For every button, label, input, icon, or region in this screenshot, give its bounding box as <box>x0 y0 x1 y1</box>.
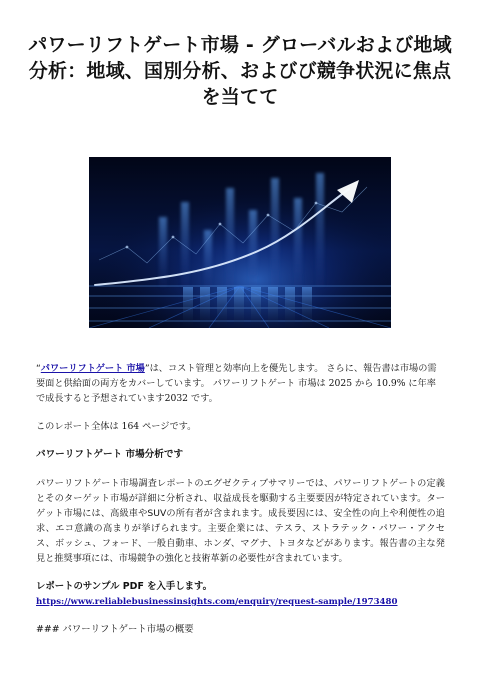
page-count-number: 164 <box>121 421 140 432</box>
growth-chart-illustration <box>89 157 391 328</box>
summary-paragraph: パワーリフトゲート市場調査レポートのエグゼクティブサマリーでは、パワーリフトゲートの定義とそのターゲット市場が詳細に分析され、収益成長を駆動する主要要因が特定されています。ターゲット市場には、高級車やSUVの所有者が含まれます。成長要因には、安全性の向上や利便性の追求、エコ意識の高まりが挙げられます。主要企業には、テスラ、ストラテック・パワー・アクセス、ボッシュ、フォード、一般自動車、ホンダ、マグナ、トヨタなどがあります。報告書の主な発見と推奨事項には、市場競争の強化と技術革新の必要性が含まれています。 <box>36 478 445 564</box>
intro-text-1: は、コスト管理と効率向上を優先します。 さらに、報告書は市場の需要面と供給面の両方をカバーしています。 パワーリフトゲート 市場は <box>36 363 437 389</box>
sample-request-block <box>36 579 445 610</box>
sample-request-link[interactable]: https://www.reliablebusinessinsights.com/enquiry/request-sample/1973480 <box>36 597 398 607</box>
page-count-text-2: ページです。 <box>139 421 197 432</box>
intro-text-3: に年率で成長すると予想されています <box>36 378 436 404</box>
intro-text-2: から <box>352 378 377 389</box>
sample-label: レポートのサンプル PDF を入手します。 <box>36 581 212 592</box>
year-end: 2032 <box>164 393 189 404</box>
article-body <box>36 361 445 637</box>
intro-paragraph <box>36 361 445 406</box>
intro-close-quote: ” <box>144 363 150 374</box>
analysis-heading: パワーリフトゲート 市場分析です <box>36 449 184 460</box>
page-title: パワーリフトゲート市場 - グローバルおよび地域分析：地域、国別分析、およびび競争状況に焦点を当てて <box>28 34 452 108</box>
page-count-paragraph <box>36 419 445 434</box>
intro-open-quote: “ <box>36 363 41 374</box>
hero-image <box>89 157 391 328</box>
market-link[interactable]: パワーリフトゲート 市場 <box>40 363 145 374</box>
intro-text-4: です。 <box>188 393 218 404</box>
cagr-value: 10.9% <box>376 378 406 389</box>
page-count-text-1: このレポート全体は <box>36 421 122 432</box>
overview-heading: ### パワーリフトゲート市場の概要 <box>36 624 194 635</box>
year-start: 2025 <box>328 378 353 389</box>
